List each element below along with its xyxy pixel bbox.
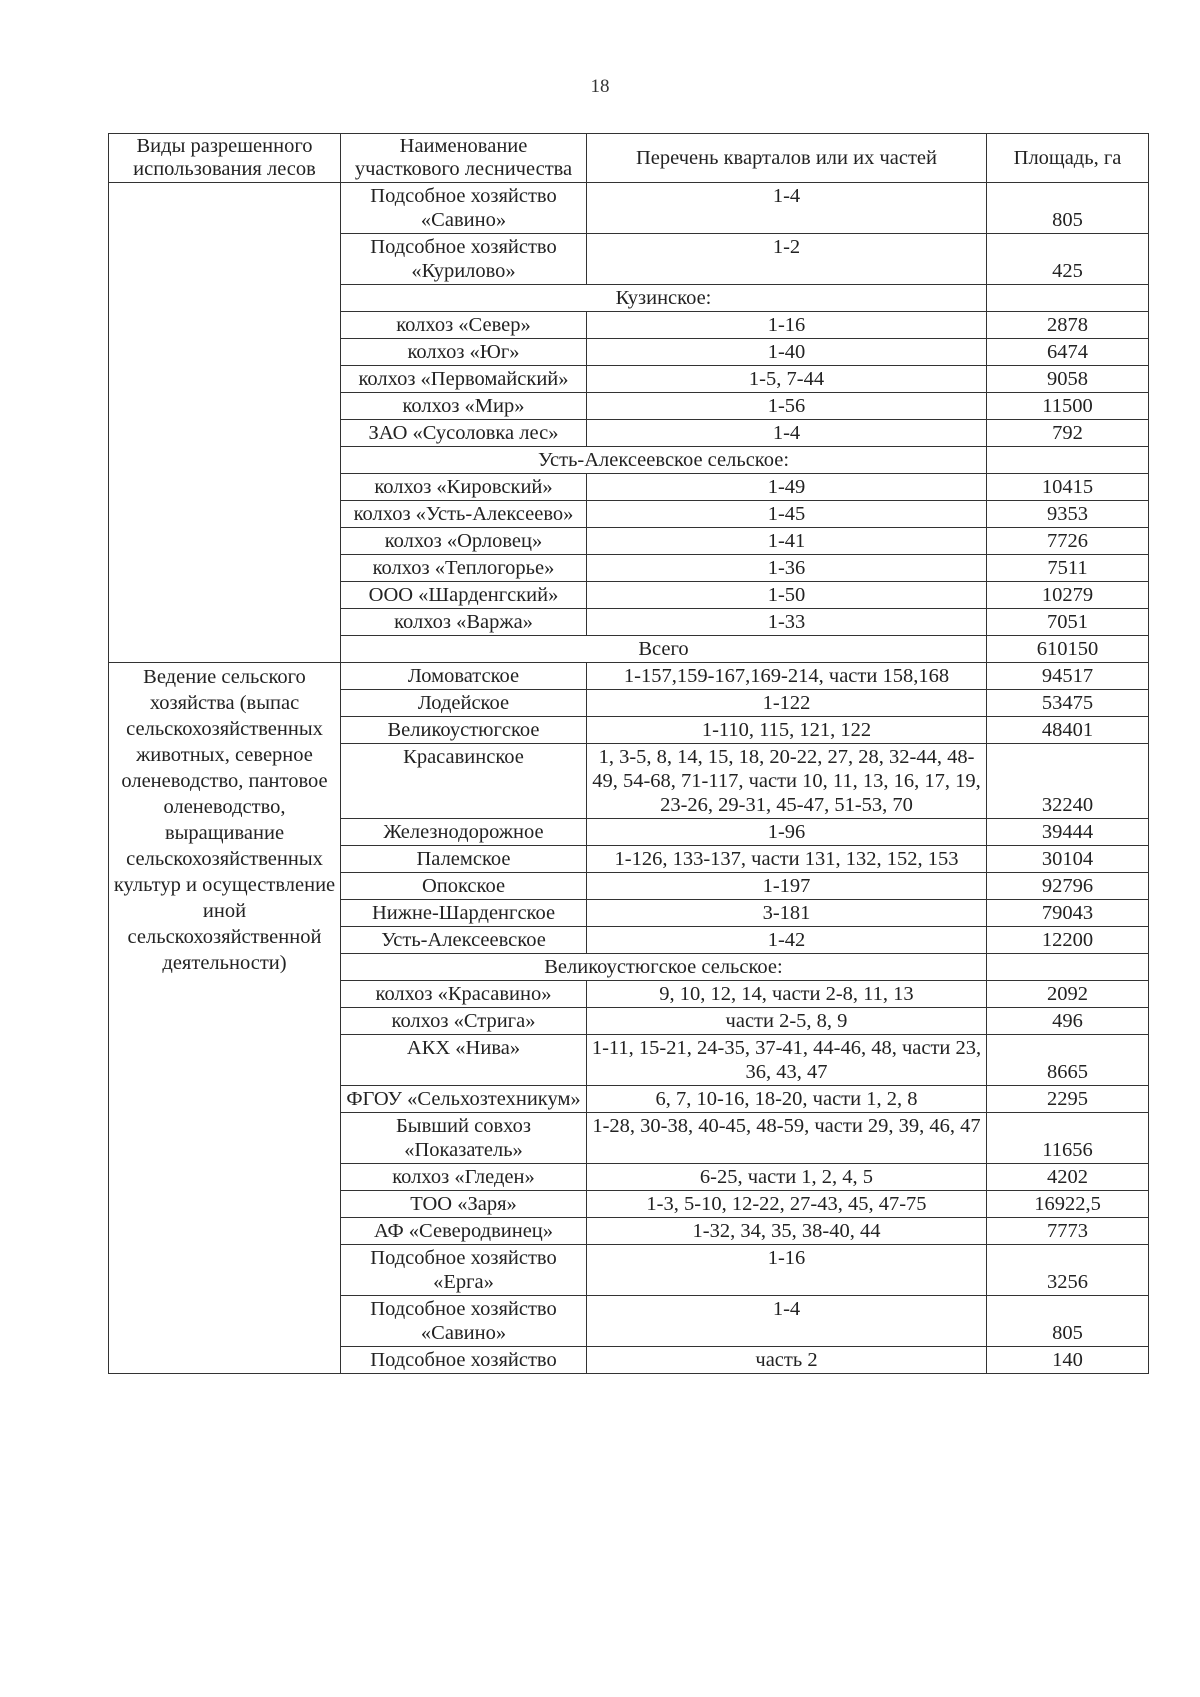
forestry-name-cell: Ломоватское <box>341 663 587 690</box>
area-cell: 2878 <box>987 312 1149 339</box>
forestry-name-cell: Подсобное хозяйство «Савино» <box>341 1296 587 1347</box>
forestry-name-cell: Нижне-Шарденгское <box>341 900 587 927</box>
header-usage: Виды разрешенного использования лесов <box>109 134 341 183</box>
forestry-name-cell: ТОО «Заря» <box>341 1191 587 1218</box>
area-cell: 805 <box>987 1296 1149 1347</box>
forestry-name-cell: колхоз «Юг» <box>341 339 587 366</box>
area-cell: 7511 <box>987 555 1149 582</box>
quarters-cell: 1-16 <box>587 312 987 339</box>
quarters-cell: 1-2 <box>587 234 987 285</box>
area-cell: 94517 <box>987 663 1149 690</box>
area-cell: 792 <box>987 420 1149 447</box>
forestry-name-cell: колхоз «Варжа» <box>341 609 587 636</box>
forestry-name-cell: колхоз «Мир» <box>341 393 587 420</box>
area-cell: 53475 <box>987 690 1149 717</box>
area-cell: 425 <box>987 234 1149 285</box>
area-cell: 9353 <box>987 501 1149 528</box>
area-cell: 140 <box>987 1347 1149 1374</box>
forestry-name-cell: колхоз «Стрига» <box>341 1008 587 1035</box>
forestry-name-cell: Опокское <box>341 873 587 900</box>
area-cell: 4202 <box>987 1164 1149 1191</box>
area-cell: 6474 <box>987 339 1149 366</box>
usage-type-cell: Ведение сельского хозяйства (выпас сельскохозяйственных животных, северное оленеводство, пантовое оленеводство, выращивание сельскохозяйственных культур и осуществление иной сельскохозяйственной деятельности) <box>109 663 341 1374</box>
total-label: Всего <box>341 636 987 663</box>
forestry-name-cell: Усть-Алексеевское <box>341 927 587 954</box>
quarters-cell: 1-40 <box>587 339 987 366</box>
quarters-cell: 1-5, 7-44 <box>587 366 987 393</box>
area-cell: 2092 <box>987 981 1149 1008</box>
quarters-cell: часть 2 <box>587 1347 987 1374</box>
forestry-name-cell: ЗАО «Сусоловка лес» <box>341 420 587 447</box>
empty-cell <box>987 954 1149 981</box>
forestry-name-cell: АФ «Северодвинец» <box>341 1218 587 1245</box>
area-cell: 11656 <box>987 1113 1149 1164</box>
area-cell: 7051 <box>987 609 1149 636</box>
page-number: 18 <box>590 76 610 97</box>
quarters-cell: 1-126, 133-137, части 131, 132, 152, 153 <box>587 846 987 873</box>
forestry-name-cell: Подсобное хозяйство <box>341 1347 587 1374</box>
area-cell: 12200 <box>987 927 1149 954</box>
quarters-cell: 1-36 <box>587 555 987 582</box>
quarters-cell: 1-3, 5-10, 12-22, 27-43, 45, 47-75 <box>587 1191 987 1218</box>
forestry-name-cell: Лодейское <box>341 690 587 717</box>
forestry-name-cell: колхоз «Север» <box>341 312 587 339</box>
usage-cell-empty <box>109 183 341 663</box>
forestry-name-cell: Подсобное хозяйство «Ерга» <box>341 1245 587 1296</box>
forestry-name-cell: Великоустюгское <box>341 717 587 744</box>
quarters-cell: 1-96 <box>587 819 987 846</box>
area-cell: 39444 <box>987 819 1149 846</box>
forestry-name-cell: Железнодорожное <box>341 819 587 846</box>
forest-use-table <box>108 133 1149 1374</box>
section-heading: Кузинское: <box>341 285 987 312</box>
area-cell: 32240 <box>987 744 1149 819</box>
quarters-cell: 1-122 <box>587 690 987 717</box>
forestry-name-cell: ФГОУ «Сельхозтехникум» <box>341 1086 587 1113</box>
quarters-cell: 1-157,159-167,169-214, части 158,168 <box>587 663 987 690</box>
area-cell: 92796 <box>987 873 1149 900</box>
area-cell: 7726 <box>987 528 1149 555</box>
quarters-cell: 1, 3-5, 8, 14, 15, 18, 20-22, 27, 28, 32-44, 48-49, 54-68, 71-117, части 10, 11, 13, 16, 17, 19, 23-26, 29-31, 45-47, 51-53, 70 <box>587 744 987 819</box>
area-cell: 10415 <box>987 474 1149 501</box>
quarters-cell: 1-56 <box>587 393 987 420</box>
header-quarters: Перечень кварталов или их частей <box>587 134 987 183</box>
quarters-cell: 1-32, 34, 35, 38-40, 44 <box>587 1218 987 1245</box>
forestry-name-cell: колхоз «Красавино» <box>341 981 587 1008</box>
forestry-name-cell: колхоз «Усть-Алексеево» <box>341 501 587 528</box>
quarters-cell: части 2-5, 8, 9 <box>587 1008 987 1035</box>
quarters-cell: 1-11, 15-21, 24-35, 37-41, 44-46, 48, части 23, 36, 43, 47 <box>587 1035 987 1086</box>
area-cell: 496 <box>987 1008 1149 1035</box>
forestry-name-cell: Палемское <box>341 846 587 873</box>
forestry-name-cell: колхоз «Теплогорье» <box>341 555 587 582</box>
quarters-cell: 1-33 <box>587 609 987 636</box>
quarters-cell: 1-49 <box>587 474 987 501</box>
section-heading: Великоустюгское сельское: <box>341 954 987 981</box>
quarters-cell: 1-50 <box>587 582 987 609</box>
quarters-cell: 1-110, 115, 121, 122 <box>587 717 987 744</box>
quarters-cell: 1-45 <box>587 501 987 528</box>
quarters-cell: 1-197 <box>587 873 987 900</box>
area-cell: 10279 <box>987 582 1149 609</box>
forestry-name-cell: АКХ «Нива» <box>341 1035 587 1086</box>
area-cell: 8665 <box>987 1035 1149 1086</box>
table-row <box>109 183 1149 234</box>
empty-cell <box>987 285 1149 312</box>
quarters-cell: 1-42 <box>587 927 987 954</box>
quarters-cell: 1-28, 30-38, 40-45, 48-59, части 29, 39, 46, 47 <box>587 1113 987 1164</box>
forestry-name-cell: Подсобное хозяйство «Курилово» <box>341 234 587 285</box>
forestry-name-cell: Бывший совхоз «Показатель» <box>341 1113 587 1164</box>
area-cell: 9058 <box>987 366 1149 393</box>
table-header-row <box>109 134 1149 183</box>
empty-cell <box>987 447 1149 474</box>
section-heading: Усть-Алексеевское сельское: <box>341 447 987 474</box>
forestry-name-cell: колхоз «Кировский» <box>341 474 587 501</box>
quarters-cell: 1-4 <box>587 1296 987 1347</box>
quarters-cell: 1-4 <box>587 420 987 447</box>
forestry-name-cell: колхоз «Орловец» <box>341 528 587 555</box>
table-row <box>109 663 1149 690</box>
total-area: 610150 <box>987 636 1149 663</box>
header-forestry: Наименование участкового лесничества <box>341 134 587 183</box>
quarters-cell: 3-181 <box>587 900 987 927</box>
area-cell: 30104 <box>987 846 1149 873</box>
quarters-cell: 9, 10, 12, 14, части 2-8, 11, 13 <box>587 981 987 1008</box>
quarters-cell: 1-41 <box>587 528 987 555</box>
forestry-name-cell: Подсобное хозяйство «Савино» <box>341 183 587 234</box>
header-area: Площадь, га <box>987 134 1149 183</box>
forestry-name-cell: Красавинское <box>341 744 587 819</box>
area-cell: 16922,5 <box>987 1191 1149 1218</box>
area-cell: 7773 <box>987 1218 1149 1245</box>
quarters-cell: 6-25, части 1, 2, 4, 5 <box>587 1164 987 1191</box>
table-body <box>109 183 1149 1374</box>
area-cell: 48401 <box>987 717 1149 744</box>
forestry-name-cell: колхоз «Гледен» <box>341 1164 587 1191</box>
area-cell: 79043 <box>987 900 1149 927</box>
area-cell: 805 <box>987 183 1149 234</box>
quarters-cell: 1-16 <box>587 1245 987 1296</box>
quarters-cell: 1-4 <box>587 183 987 234</box>
quarters-cell: 6, 7, 10-16, 18-20, части 1, 2, 8 <box>587 1086 987 1113</box>
area-cell: 11500 <box>987 393 1149 420</box>
forestry-name-cell: ООО «Шарденгский» <box>341 582 587 609</box>
forestry-name-cell: колхоз «Первомайский» <box>341 366 587 393</box>
area-cell: 3256 <box>987 1245 1149 1296</box>
area-cell: 2295 <box>987 1086 1149 1113</box>
